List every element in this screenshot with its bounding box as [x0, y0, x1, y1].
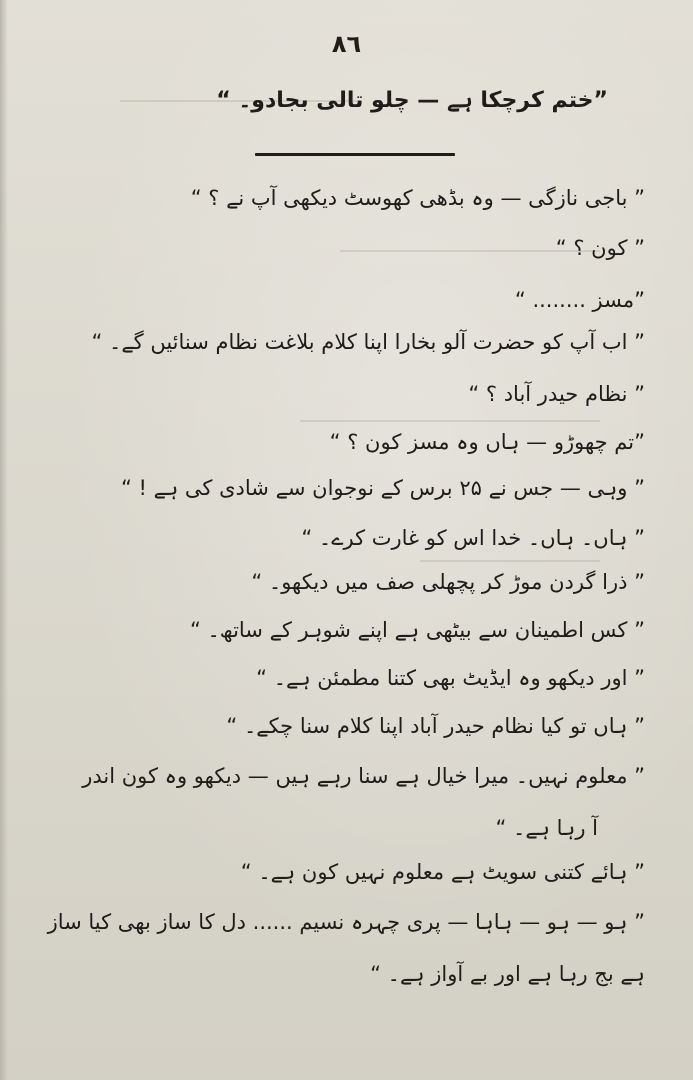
- text-line-9: ” ہاں۔ ہاں۔ خدا اس کو غارت کرے۔ “: [301, 526, 645, 550]
- text-line-1: ”ختم کرچکا ہے — چلو تالی بجادو۔ “: [216, 88, 608, 113]
- bleed-through-mark: [420, 560, 600, 562]
- bleed-through-mark: [300, 420, 600, 422]
- text-line-2: ” باجی نازگی — وہ بڈھی کھوسٹ دیکھی آپ نے ؟ “: [190, 186, 645, 210]
- text-line-7: ”تم چھوڑو — ہاں وہ مسز کون ؟ “: [329, 430, 645, 454]
- text-line-10: ” ذرا گردن موڑ کر پچھلی صف میں دیکھو۔ “: [251, 570, 645, 594]
- text-line-14: ” معلوم نہیں۔ میرا خیال ہے سنا رہے ہیں — دیکھو وہ کون اندر: [82, 764, 645, 788]
- text-line-4: ”مسز ........ “: [514, 288, 645, 312]
- text-line-12: ” اور دیکھو وہ ایڈیٹ بھی کتنا مطمئن ہے۔ “: [256, 666, 645, 690]
- text-line-5: ” اب آپ کو حضرت آلو بخارا اپنا کلام بلاغت نظام سنائیں گے۔ “: [91, 330, 645, 354]
- text-line-13: ” ہاں تو کیا نظام حیدر آباد اپنا کلام سنا چکے۔ “: [226, 714, 645, 738]
- page-number: ۸٦: [331, 30, 362, 58]
- text-line-3: ” کون ؟ “: [555, 236, 645, 260]
- text-line-11: ” کس اطمینان سے بیٹھی ہے اپنے شوہر کے ساتھ۔ “: [189, 618, 645, 642]
- text-line-6: ” نظام حیدر آباد ؟ “: [468, 382, 645, 406]
- page-edge-shadow: [0, 0, 8, 1080]
- text-line-16: ” ہائے کتنی سویٹ ہے معلوم نہیں کون ہے۔ “: [240, 860, 645, 884]
- text-line-8: ” وہی — جس نے ۲۵ برس کے نوجوان سے شادی کی ہے ! “: [121, 476, 645, 500]
- text-line-18: ہے بج رہا ہے اور بے آواز ہے۔ “: [370, 962, 645, 986]
- section-divider: [255, 153, 455, 156]
- text-line-17: ” ہو — ہو — ہاہا — پری چہرہ نسیم ...... دل کا ساز بھی کیا ساز: [47, 910, 645, 934]
- text-line-15: آ رہا ہے۔ “: [495, 816, 598, 840]
